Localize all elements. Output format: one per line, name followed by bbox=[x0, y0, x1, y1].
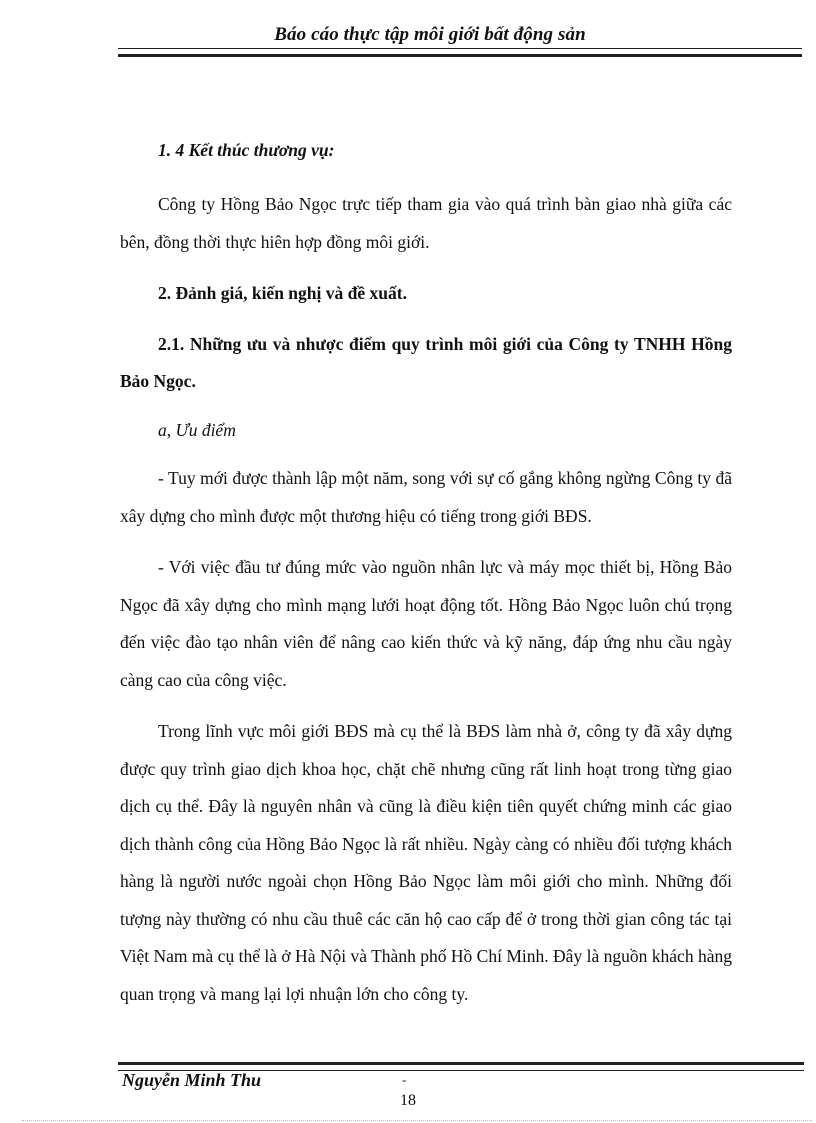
section-1-4-title: 1. 4 Kết thúc thương vụ: bbox=[158, 140, 335, 160]
section-2-1-title: 2.1. Những ưu và nhược điểm quy trình môi giới của Công ty TNHH Hồng Bảo Ngọc. bbox=[120, 334, 732, 391]
header-divider bbox=[118, 48, 802, 57]
subsection-a-title: a, Ưu điểm bbox=[158, 420, 236, 440]
document-body bbox=[120, 134, 732, 1027]
footer-author: Nguyễn Minh Thu bbox=[122, 1070, 262, 1090]
bullet-paragraph-2: - Với việc đầu tư đúng mức vào nguồn nhân lực và máy mọc thiết bị, Hồng Bảo Ngọc đã xây dựng cho mình mạng lưới hoạt động tốt. Hồng Bảo Ngọc luôn chú trọng đến việc đào tạo nhân viên để nâng cao kiến thức và kỹ năng, đáp ứng nhu cầu ngày càng cao của công việc. bbox=[120, 557, 732, 690]
bullet-paragraph-1: - Tuy mới được thành lập một năm, song với sự cố gắng không ngừng Công ty đã xây dựng cho mình được một thương hiệu có tiếng trong giới BĐS. bbox=[120, 468, 732, 526]
footer-dash: - bbox=[402, 1072, 407, 1087]
closing-paragraph: Trong lĩnh vực môi giới BĐS mà cụ thể là BĐS làm nhà ở, công ty đã xây dựng được quy trình giao dịch khoa học, chặt chẽ nhưng cũng rất linh hoạt trong từng giao dịch cụ thể. Đây là nguyên nhân và cũng là điều kiện tiên quyết chứng minh các giao dịch thành công của Hồng Bảo Ngọc là rất nhiều. Ngày càng có nhiều đối tượng khách hàng là người nước ngoài chọn Hồng Bảo Ngọc làm môi giới cho mình. Những đối tượng này thường có nhu cầu thuê các căn hộ cao cấp để ở trong thời gian công tác tại Việt Nam mà cụ thể là ở Hà Nội và Thành phố Hồ Chí Minh. Đây là nguồn khách hàng quan trọng và mang lại lợi nhuận lớn cho công ty. bbox=[120, 721, 732, 1004]
page-number: 18 bbox=[400, 1092, 416, 1109]
section-2-title: 2. Đảnh giá, kiến nghị và đề xuất. bbox=[158, 283, 407, 303]
section-1-4-paragraph: Công ty Hồng Bảo Ngọc trực tiếp tham gia vào quá trình bàn giao nhà giữa các bên, đồng thời thực hiên hợp đồng môi giới. bbox=[120, 194, 732, 252]
page-header-title: Báo cáo thực tập môi giới bất động sản bbox=[274, 24, 586, 45]
bottom-dotted-rule bbox=[22, 1120, 812, 1121]
